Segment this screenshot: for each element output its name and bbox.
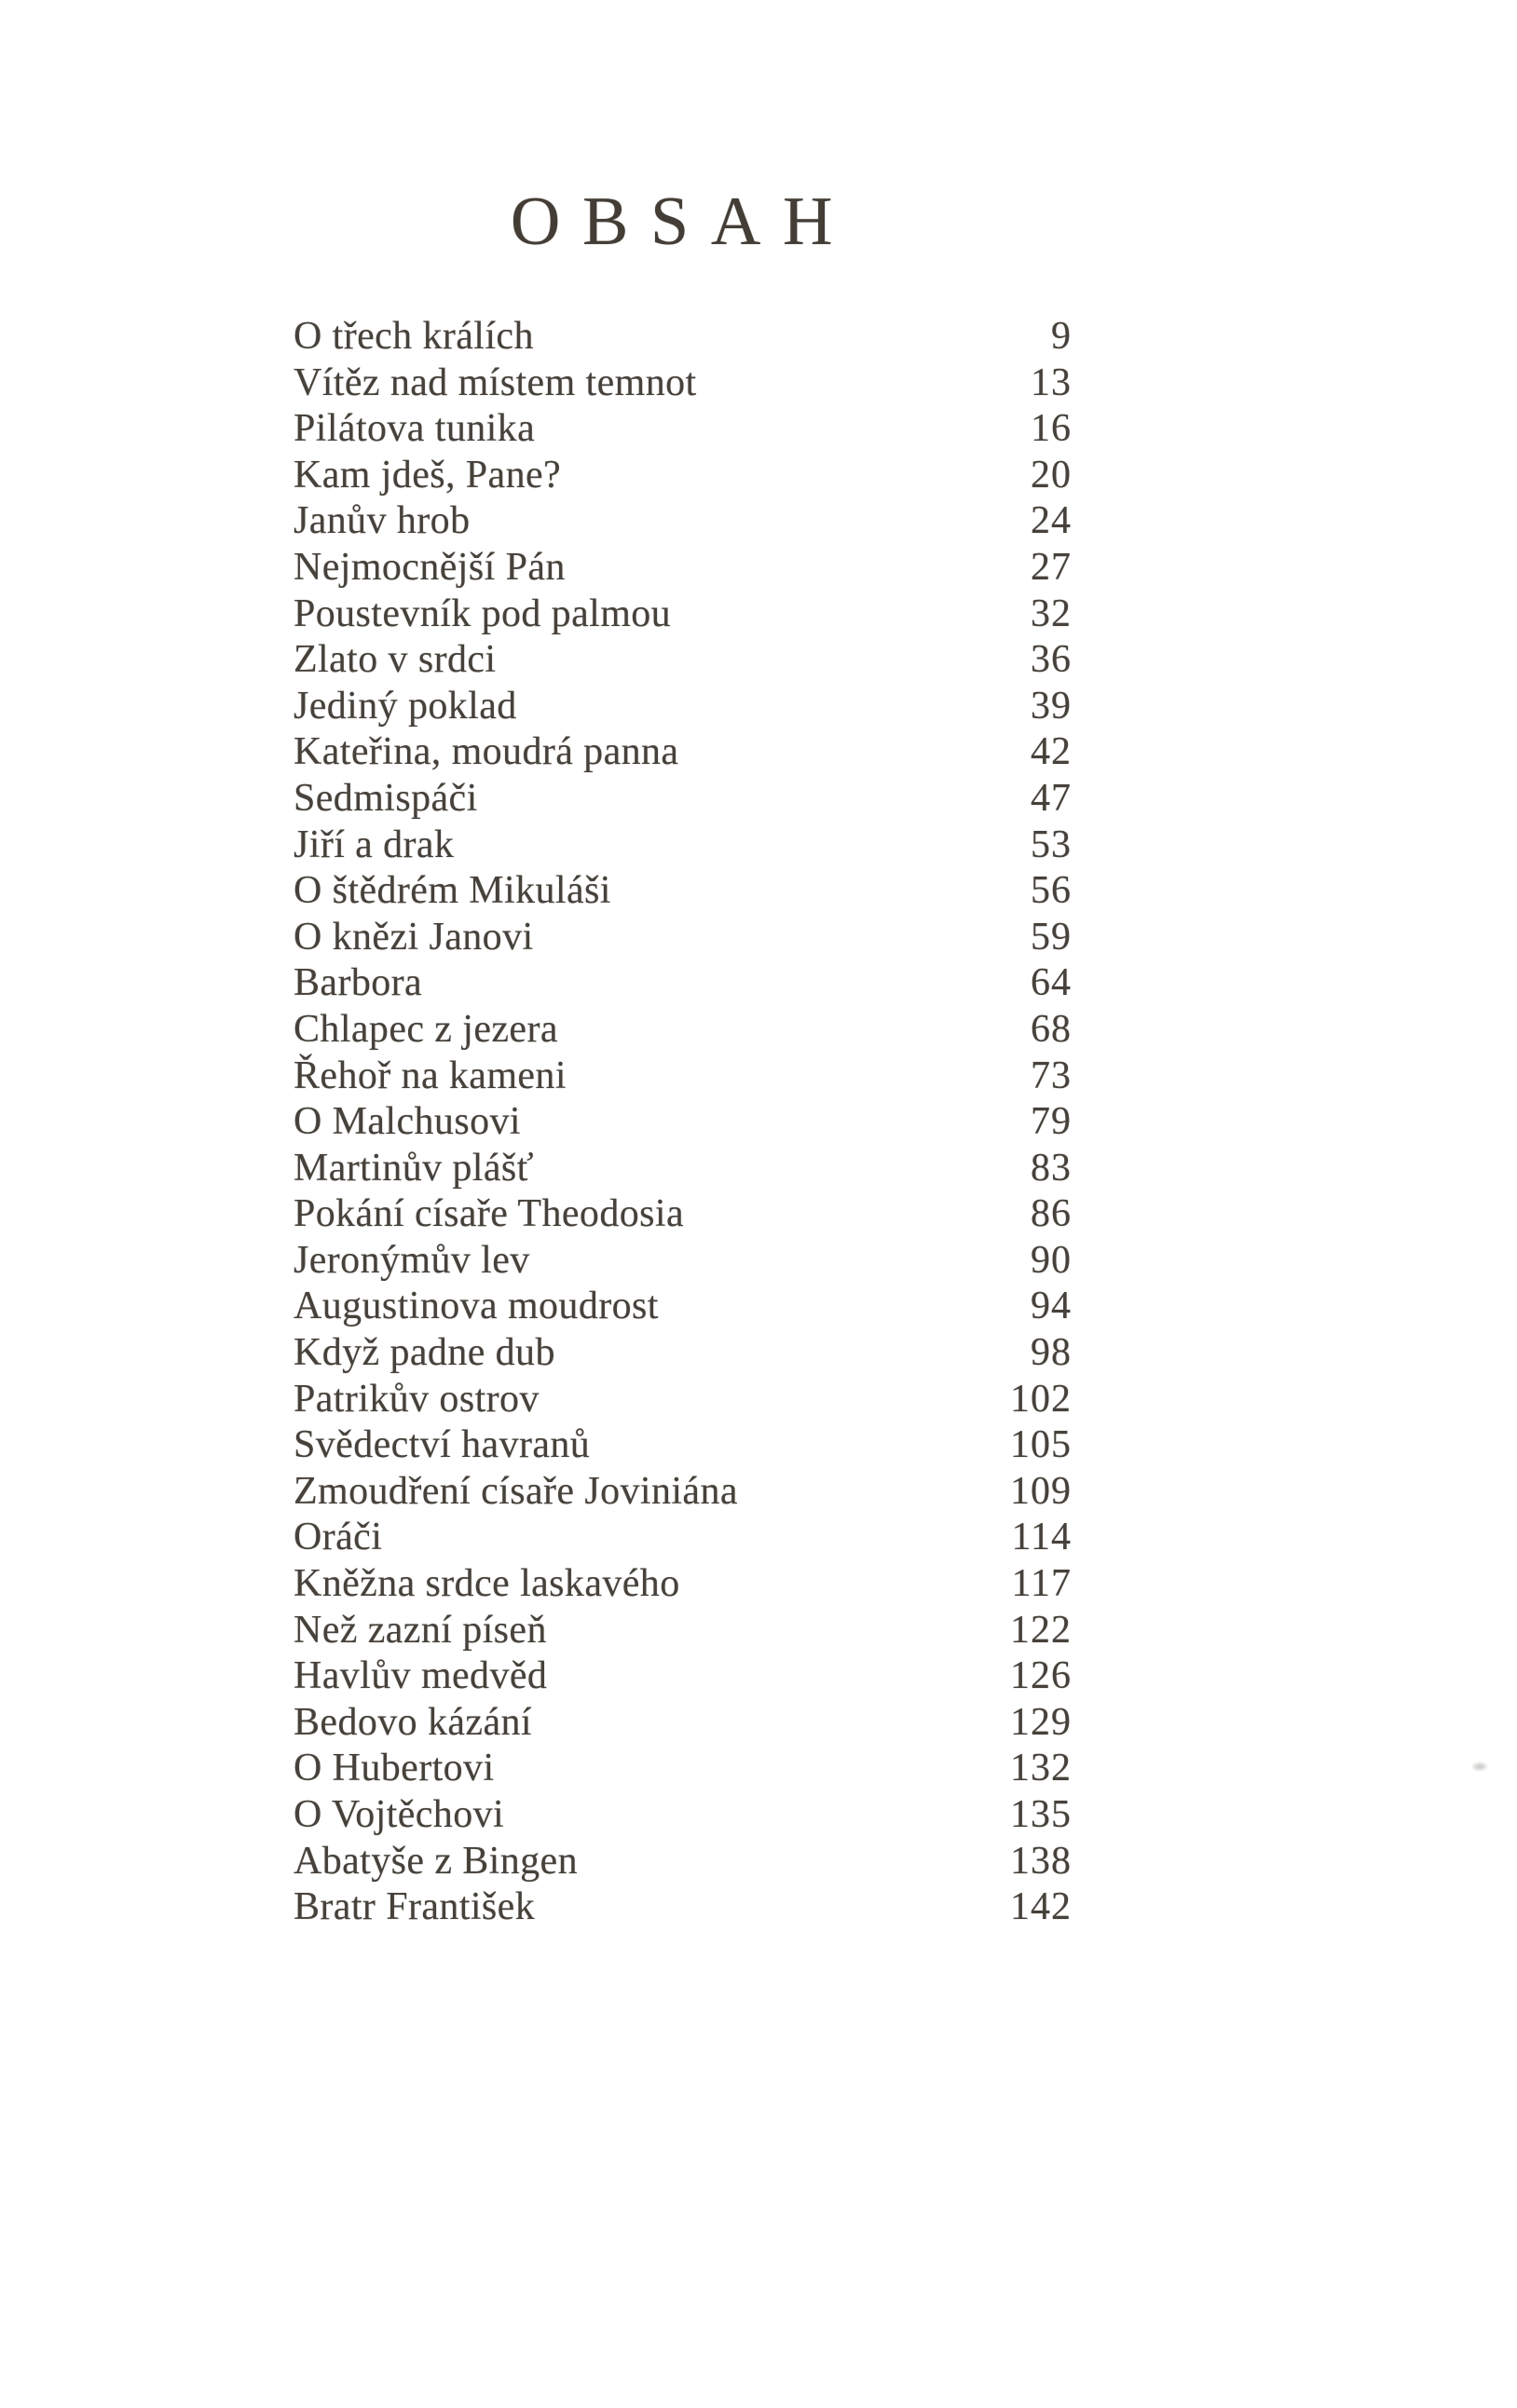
toc-entry-page-number: 79 [1031, 1100, 1072, 1144]
toc-entry-page-number: 142 [1010, 1885, 1072, 1929]
toc-entry-page-number: 90 [1031, 1238, 1072, 1282]
toc-entry-page-number: 47 [1031, 776, 1072, 820]
toc-row [294, 1561, 1072, 1608]
toc-entry-title: Chlapec z jezera [294, 1007, 558, 1051]
toc-row [294, 868, 1072, 915]
toc-entry-page-number: 16 [1031, 407, 1072, 451]
toc-entry-title: Řehoř na kameni [294, 1054, 567, 1097]
toc-entry-page-number: 32 [1031, 592, 1072, 635]
toc-entry-title: Sedmispáči [294, 776, 478, 820]
toc-row [294, 1284, 1072, 1330]
toc-entry-page-number: 98 [1031, 1331, 1072, 1375]
toc-row [294, 1191, 1072, 1238]
toc-entry-page-number: 20 [1031, 453, 1072, 497]
toc-row [294, 729, 1072, 776]
toc-row [294, 545, 1072, 592]
toc-entry-page-number: 129 [1010, 1700, 1072, 1744]
toc-entry-page-number: 109 [1010, 1469, 1072, 1513]
toc-entry-title: Zlato v srdci [294, 638, 497, 682]
toc-row [294, 1330, 1072, 1377]
toc-entry-title: O třech králích [294, 315, 534, 358]
toc-entry-title: Augustinova moudrost [294, 1285, 659, 1328]
toc-entry-page-number: 24 [1031, 499, 1072, 543]
toc-entry-title: Havlův medvěd [294, 1654, 548, 1698]
toc-row [294, 1238, 1072, 1285]
toc-entry-title: Svědectví havranů [294, 1423, 591, 1467]
toc-entry-page-number: 9 [1051, 315, 1072, 358]
toc-entry-page-number: 94 [1031, 1285, 1072, 1328]
toc-row [294, 453, 1072, 499]
toc-row [294, 1515, 1072, 1561]
toc-entry-title: O knězi Janovi [294, 915, 534, 959]
toc-entry-page-number: 73 [1031, 1054, 1072, 1097]
toc-entry-title: Bedovo kázání [294, 1700, 532, 1744]
toc-entry-title: Nejmocnější Pán [294, 545, 566, 589]
toc-entry-page-number: 138 [1010, 1839, 1072, 1883]
table-of-contents [294, 314, 1072, 1931]
toc-entry-title: Jediný poklad [294, 684, 517, 728]
toc-entry-title: Kateřina, moudrá panna [294, 730, 679, 774]
toc-row [294, 1608, 1072, 1654]
toc-entry-title: Bratr František [294, 1885, 536, 1929]
scan-artifact [1472, 1762, 1487, 1771]
toc-entry-title: Kam jdeš, Pane? [294, 453, 562, 497]
toc-row [294, 637, 1072, 684]
toc-entry-page-number: 64 [1031, 961, 1072, 1005]
toc-row [294, 776, 1072, 823]
toc-entry-page-number: 126 [1010, 1654, 1072, 1698]
toc-entry-page-number: 122 [1010, 1608, 1072, 1652]
toc-entry-page-number: 86 [1031, 1192, 1072, 1236]
toc-entry-page-number: 36 [1031, 638, 1072, 682]
toc-entry-page-number: 42 [1031, 730, 1072, 774]
toc-entry-title: Martinův plášť [294, 1146, 535, 1190]
toc-entry-page-number: 105 [1010, 1423, 1072, 1467]
toc-entry-page-number: 117 [1011, 1562, 1072, 1606]
toc-row [294, 1792, 1072, 1839]
toc-entry-page-number: 114 [1011, 1516, 1072, 1559]
toc-entry-page-number: 27 [1031, 545, 1072, 589]
toc-entry-title: Pokání císaře Theodosia [294, 1192, 684, 1236]
toc-entry-page-number: 13 [1031, 361, 1072, 404]
toc-row [294, 684, 1072, 730]
toc-entry-title: Patrikův ostrov [294, 1377, 540, 1421]
page-title: OBSAH [510, 184, 855, 260]
toc-row [294, 1054, 1072, 1100]
toc-entry-page-number: 56 [1031, 869, 1072, 913]
toc-entry-title: Pilátova tunika [294, 407, 536, 451]
toc-entry-page-number: 59 [1031, 915, 1072, 959]
toc-row [294, 361, 1072, 407]
toc-row [294, 592, 1072, 638]
toc-row [294, 1469, 1072, 1516]
toc-row [294, 1884, 1072, 1931]
toc-row [294, 1377, 1072, 1423]
toc-entry-title: O Vojtěchovi [294, 1793, 505, 1836]
toc-row [294, 1099, 1072, 1146]
toc-entry-page-number: 83 [1031, 1146, 1072, 1190]
toc-entry-title: Abatyše z Bingen [294, 1839, 578, 1883]
toc-row [294, 1007, 1072, 1054]
toc-entry-page-number: 135 [1010, 1793, 1072, 1836]
toc-entry-title: Než zazní píseň [294, 1608, 547, 1652]
toc-row [294, 1653, 1072, 1700]
toc-row [294, 915, 1072, 961]
toc-entry-title: Kněžna srdce laskavého [294, 1562, 680, 1606]
toc-row [294, 406, 1072, 453]
toc-entry-page-number: 68 [1031, 1007, 1072, 1051]
toc-entry-title: Když padne dub [294, 1331, 555, 1375]
toc-row [294, 1146, 1072, 1192]
toc-entry-page-number: 132 [1010, 1747, 1072, 1790]
toc-row [294, 498, 1072, 545]
toc-entry-page-number: 53 [1031, 823, 1072, 866]
toc-entry-title: O štědrém Mikuláši [294, 869, 611, 913]
toc-row [294, 1746, 1072, 1792]
toc-entry-title: Janův hrob [294, 499, 471, 543]
toc-row [294, 1839, 1072, 1885]
toc-row [294, 314, 1072, 361]
toc-entry-title: Poustevník pod palmou [294, 592, 672, 635]
toc-entry-title: Jeronýmův lev [294, 1238, 530, 1282]
toc-entry-page-number: 102 [1010, 1377, 1072, 1421]
toc-row [294, 1700, 1072, 1747]
toc-row [294, 1422, 1072, 1469]
toc-entry-title: Vítěz nad místem temnot [294, 361, 697, 404]
toc-entry-title: O Hubertovi [294, 1747, 495, 1790]
toc-entry-title: Oráči [294, 1516, 383, 1559]
toc-entry-title: Zmoudření císaře Joviniána [294, 1469, 738, 1513]
toc-entry-page-number: 39 [1031, 684, 1072, 728]
toc-entry-title: Jiří a drak [294, 823, 455, 866]
toc-entry-title: Barbora [294, 961, 423, 1005]
toc-row [294, 960, 1072, 1007]
toc-row [294, 823, 1072, 869]
toc-entry-title: O Malchusovi [294, 1100, 521, 1144]
